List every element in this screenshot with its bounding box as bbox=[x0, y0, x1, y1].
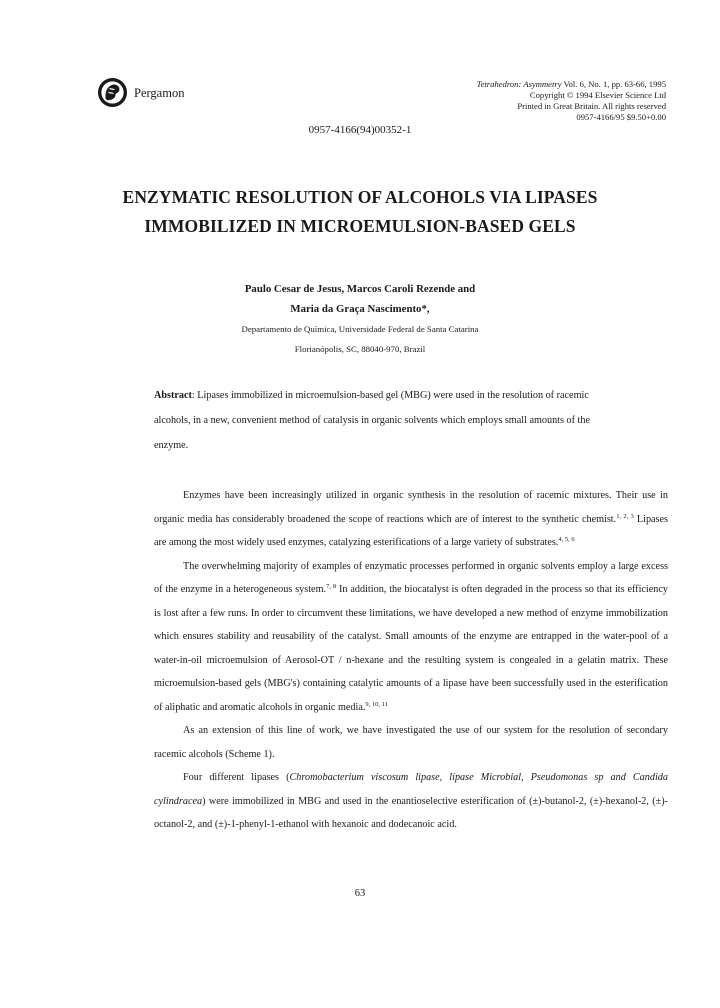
paragraph-text: Enzymes have been increasingly utilized in organic synthesis in the resolution of racemic mixtures. Their use in organic media has considerably broadened the scope of reactions which are of interest to the synthetic chemist. bbox=[154, 490, 668, 525]
lipase-names: Chromobacterium viscosum lipase, lipase Microbial, Pseudomonas sp and Candida cylindracea bbox=[154, 772, 668, 807]
citation-ref: 4, 5, 6 bbox=[558, 536, 575, 543]
journal-volume: Vol. 6, No. 1, pp. 63-66, 1995 bbox=[561, 79, 666, 89]
issn-price: 0957-4166/95 $9.50+0.00 bbox=[576, 112, 666, 122]
paragraph-text: Four different lipases ( bbox=[183, 772, 290, 783]
citation-ref: 9, 10, 11 bbox=[365, 700, 388, 708]
paragraph-text: ) were immobilized in MBG and used in the enantioselective esterification of (±)-butanol-2, (±)-hexanol-2, (±)-octanol-2, and (±)-1-phenyl-1-ethanol with hexanoic and dodecanoic acid. bbox=[154, 795, 668, 830]
citation-ref: 7, 8 bbox=[326, 583, 337, 590]
authors bbox=[0, 279, 720, 319]
abstract-text: : Lipases immobilized in microemulsion-based gel (MBG) were used in the resolution of racemic alcohols, in a new, convenient method of catalysis in organic solvents which employs small amounts of the enzyme. bbox=[154, 390, 590, 451]
body-text bbox=[154, 484, 668, 837]
publisher-logo-icon bbox=[97, 77, 128, 108]
affiliation bbox=[0, 319, 720, 359]
journal-info bbox=[477, 79, 666, 123]
authors-line: Paulo Cesar de Jesus, Marcos Caroli Rezende and bbox=[244, 283, 476, 295]
title-line: IMMOBILIZED IN MICROEMULSION-BASED GELS bbox=[144, 216, 576, 236]
paragraph bbox=[154, 484, 668, 555]
affiliation-line: Florianópolis, SC, 88040-970, Brazil bbox=[294, 344, 426, 354]
citation-ref: 1, 2, 3 bbox=[616, 512, 634, 520]
paper-title bbox=[60, 183, 660, 241]
paragraph-text: In addition, the biocatalyst is often degraded in the process so that its efficiency is lost after a few runs. In order to circumvent these limitations, we have developed a new method of enzyme immobilization which ensures stability and reusability of the catalyst. Small amounts of the enzyme are entrapped in the water-pool of a water-in-oil microemulsion of Aerosol-OT / n-hexane and the resulting system is congealed in a gelatin matrix. These microemulsion-based gels (MBG's) containing catalytic amounts of a lipase have been successfully used in the esterification of aliphatic and aromatic alcohols in organic media. bbox=[154, 584, 668, 713]
paragraph: As an extension of this line of work, we have investigated the use of our system for the resolution of secondary racemic alcohols (Scheme 1). bbox=[154, 725, 668, 760]
abstract bbox=[154, 383, 599, 458]
copyright-line: Copyright © 1994 Elsevier Science Ltd bbox=[529, 90, 666, 100]
paragraph bbox=[154, 555, 668, 720]
paragraph bbox=[154, 766, 668, 837]
paragraph-text: The overwhelming majority of examples of enzymatic processes performed in organic solvents employ a large excess of the enzyme in a heterogeneous system. bbox=[154, 560, 668, 595]
printed-line: Printed in Great Britain. All rights reserved bbox=[517, 101, 666, 111]
affiliation-line: Departamento de Química, Universidade Federal de Santa Catarina bbox=[241, 324, 479, 334]
page-number: 63 bbox=[354, 888, 366, 899]
journal-name: Tetrahedron: Asymmetry bbox=[476, 79, 562, 89]
doi: 0957-4166(94)00352-1 bbox=[308, 124, 412, 136]
journal-citation bbox=[477, 79, 666, 90]
authors-line: Maria da Graça Nascimento*, bbox=[290, 303, 430, 315]
abstract-label: Abstract bbox=[154, 390, 192, 401]
paragraph-text: Lipases are among the most widely used enzymes, catalyzing esterifications of a large variety of substrates. bbox=[154, 513, 669, 548]
publisher-name: Pergamon bbox=[134, 86, 185, 100]
title-line: ENZYMATIC RESOLUTION OF ALCOHOLS VIA LIPASES bbox=[122, 187, 598, 207]
